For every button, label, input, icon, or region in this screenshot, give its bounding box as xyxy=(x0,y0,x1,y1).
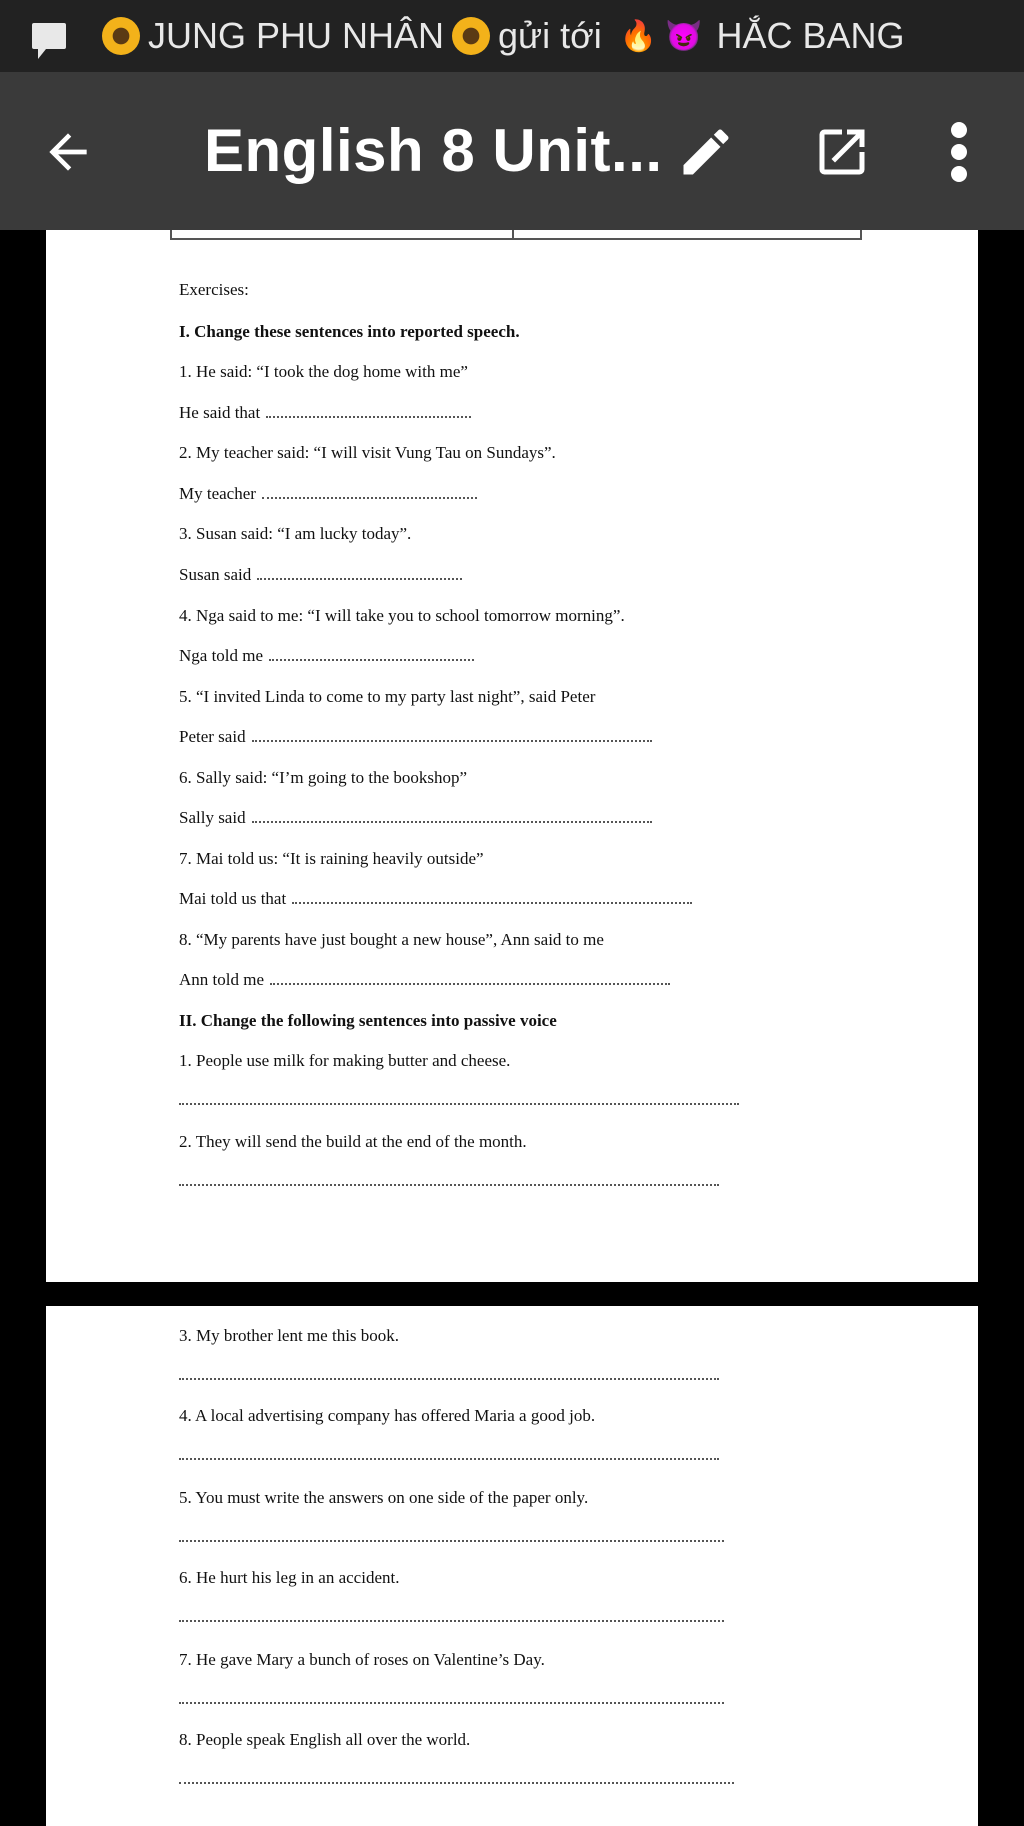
question: 6. Sally said: “I’m going to the bookshop” xyxy=(179,768,468,787)
question: 6. He hurt his leg in an accident. xyxy=(179,1568,400,1587)
answer-blank xyxy=(257,568,462,580)
answer-blank[interactable] xyxy=(179,1458,719,1460)
question: 2. They will send the build at the end of the month. xyxy=(179,1132,527,1151)
answer-prompt: My teacher xyxy=(179,484,256,503)
devil-icon: 😈 xyxy=(665,19,703,53)
answer-blank[interactable] xyxy=(179,1184,719,1186)
section-1-title: I. Change these sentences into reported speech. xyxy=(179,322,520,341)
question: 3. My brother lent me this book. xyxy=(179,1326,400,1345)
answer-line[interactable] xyxy=(179,727,652,747)
question: 7. Mai told us: “It is raining heavily outside” xyxy=(179,849,484,868)
fire-icon: 🔥 xyxy=(619,19,658,53)
open-external-icon[interactable] xyxy=(812,122,872,182)
recipient-name: HẮC BANG xyxy=(716,15,905,56)
answer-line[interactable] xyxy=(179,970,670,990)
answer-blank[interactable] xyxy=(179,1620,724,1622)
answer-line[interactable] xyxy=(179,484,477,504)
answer-line[interactable] xyxy=(179,646,474,666)
answer-blank[interactable] xyxy=(179,1103,739,1105)
answer-blank xyxy=(269,649,474,661)
question: 8. “My parents have just bought a new house”, Ann said to me xyxy=(179,930,604,949)
notification-bar[interactable] xyxy=(0,0,1024,72)
edit-pencil-icon[interactable] xyxy=(676,122,736,182)
answer-prompt: He said that xyxy=(179,403,261,422)
question: 5. “I invited Linda to come to my party last night”, said Peter xyxy=(179,687,596,706)
answer-blank xyxy=(252,811,652,823)
question: 3. Susan said: “I am lucky today”. xyxy=(179,524,412,543)
question: 5. You must write the answers on one side of the paper only. xyxy=(179,1488,589,1507)
exercises-heading: Exercises: xyxy=(179,280,249,299)
answer-blank xyxy=(270,973,670,985)
question: 8. People speak English all over the world. xyxy=(179,1730,471,1749)
answer-prompt: Peter said xyxy=(179,727,246,746)
question: 2. My teacher said: “I will visit Vung Tau on Sundays”. xyxy=(179,443,556,462)
answer-blank xyxy=(266,406,471,418)
chat-icon xyxy=(32,23,66,49)
app-bar xyxy=(0,72,1024,230)
table-fragment xyxy=(170,230,862,240)
answer-prompt: Susan said xyxy=(179,565,252,584)
answer-blank[interactable] xyxy=(179,1782,734,1784)
answer-prompt: Sally said xyxy=(179,808,246,827)
sender-name: JUNG PHU NHÂN xyxy=(148,15,445,56)
answer-blank xyxy=(252,730,652,742)
document-page-2 xyxy=(46,1306,978,1826)
more-options-icon[interactable] xyxy=(944,120,974,184)
question: 4. Nga said to me: “I will take you to school tomorrow morning”. xyxy=(179,606,625,625)
answer-prompt: Mai told us that xyxy=(179,889,287,908)
answer-blank[interactable] xyxy=(179,1540,724,1542)
sunflower-icon xyxy=(102,17,140,55)
question: 4. A local advertising company has offered Maria a good job. xyxy=(179,1406,596,1425)
question: 7. He gave Mary a bunch of roses on Valentine’s Day. xyxy=(179,1650,545,1669)
back-arrow-icon[interactable] xyxy=(40,124,96,180)
document-title: English 8 Unit... xyxy=(204,117,663,184)
answer-prompt: Nga told me xyxy=(179,646,264,665)
answer-prompt: Ann told me xyxy=(179,970,264,989)
answer-blank xyxy=(292,892,692,904)
sunflower-icon xyxy=(452,17,490,55)
section-2-title: II. Change the following sentences into passive voice xyxy=(179,1011,557,1030)
answer-line[interactable] xyxy=(179,889,692,909)
notification-verb: gửi tới xyxy=(498,15,602,56)
answer-line[interactable] xyxy=(179,808,652,828)
question: 1. People use milk for making butter and cheese. xyxy=(179,1051,511,1070)
answer-line[interactable] xyxy=(179,565,462,585)
document-page-1 xyxy=(46,230,978,1282)
answer-blank[interactable] xyxy=(179,1378,719,1380)
answer-blank[interactable] xyxy=(179,1702,724,1704)
answer-line[interactable] xyxy=(179,403,471,423)
answer-blank xyxy=(262,487,477,499)
question: 1. He said: “I took the dog home with me” xyxy=(179,362,468,381)
